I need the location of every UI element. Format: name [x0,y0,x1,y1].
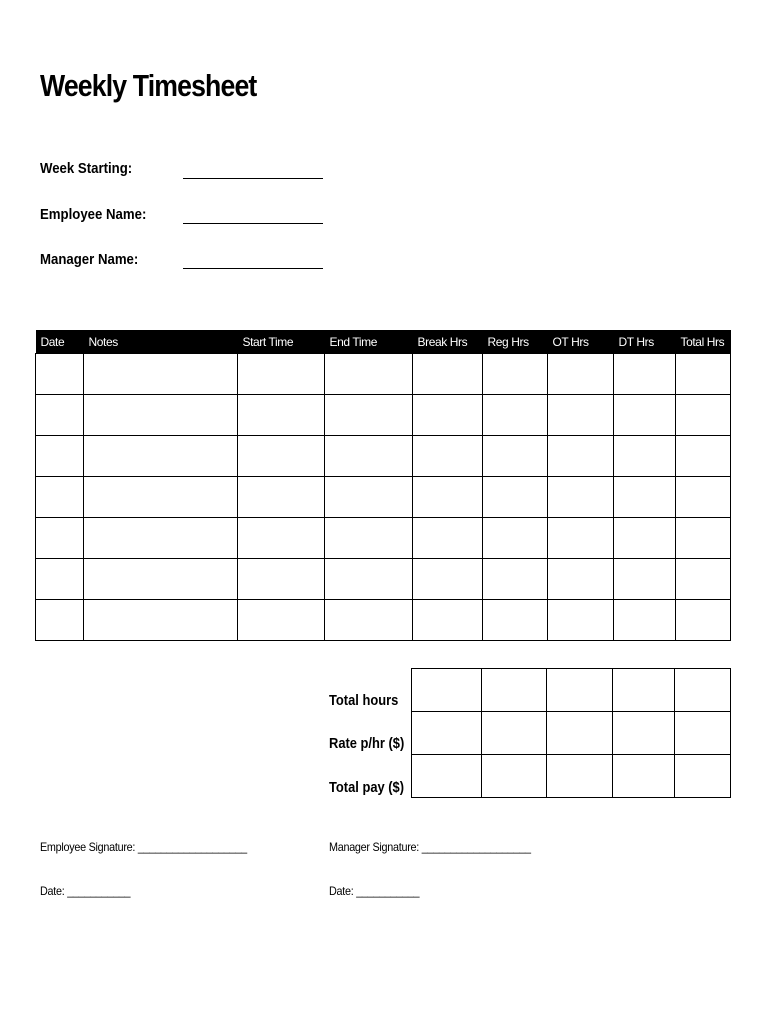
manager-name-label: Manager Name: [40,251,139,268]
totals-cell[interactable] [675,755,731,798]
table-cell[interactable] [238,518,325,559]
table-cell[interactable] [413,477,483,518]
totals-cell[interactable] [412,712,482,755]
table-cell[interactable] [483,518,548,559]
table-cell[interactable] [548,559,614,600]
col-header-reg-hrs: Reg Hrs [483,330,548,354]
table-cell[interactable] [238,354,325,395]
table-cell[interactable] [325,518,413,559]
table-cell[interactable] [548,354,614,395]
totals-cell[interactable] [412,669,482,712]
table-cell[interactable] [676,559,731,600]
table-cell[interactable] [413,518,483,559]
table-cell[interactable] [614,518,676,559]
table-row [36,436,731,477]
table-cell[interactable] [36,354,84,395]
week-starting-field[interactable] [183,178,323,179]
table-cell[interactable] [676,600,731,641]
table-cell[interactable] [548,395,614,436]
col-header-dt-hrs: DT Hrs [614,330,676,354]
timesheet-table [35,330,731,641]
table-cell[interactable] [238,559,325,600]
table-cell[interactable] [413,436,483,477]
table-cell[interactable] [238,600,325,641]
table-cell[interactable] [548,436,614,477]
manager-name-field[interactable] [183,268,323,269]
col-header-notes: Notes [84,330,238,354]
col-header-date: Date [36,330,84,354]
table-cell[interactable] [614,559,676,600]
totals-cell[interactable] [613,755,675,798]
table-cell[interactable] [36,436,84,477]
totals-cell[interactable] [482,712,547,755]
table-cell[interactable] [614,600,676,641]
table-row [36,395,731,436]
table-cell[interactable] [325,436,413,477]
table-cell[interactable] [614,354,676,395]
table-cell[interactable] [483,354,548,395]
table-cell[interactable] [36,477,84,518]
table-cell[interactable] [614,436,676,477]
table-cell[interactable] [84,395,238,436]
manager-signature: Manager Signature: ___________________ [329,840,531,854]
employee-date: Date: ___________ [40,884,131,898]
table-cell[interactable] [413,395,483,436]
table-header-row [36,330,731,354]
table-row [36,600,731,641]
table-cell[interactable] [483,395,548,436]
table-cell[interactable] [84,436,238,477]
table-cell[interactable] [36,600,84,641]
total-pay-label: Total pay ($) [329,779,405,796]
totals-cell[interactable] [547,712,613,755]
table-cell[interactable] [36,559,84,600]
table-cell[interactable] [238,395,325,436]
totals-cell[interactable] [613,669,675,712]
table-cell[interactable] [413,354,483,395]
manager-date: Date: ___________ [329,884,420,898]
totals-cell[interactable] [547,755,613,798]
table-cell[interactable] [676,395,731,436]
totals-cell[interactable] [675,712,731,755]
table-cell[interactable] [238,436,325,477]
rate-row [412,712,731,755]
table-cell[interactable] [84,559,238,600]
table-cell[interactable] [676,477,731,518]
total-hours-row [412,669,731,712]
total-hours-label: Total hours [329,692,399,709]
table-cell[interactable] [676,518,731,559]
week-starting-label: Week Starting: [40,160,133,177]
table-cell[interactable] [36,518,84,559]
col-header-break-hrs: Break Hrs [413,330,483,354]
table-row [36,354,731,395]
table-cell[interactable] [548,518,614,559]
table-cell[interactable] [325,354,413,395]
rate-label: Rate p/hr ($) [329,735,405,752]
table-cell[interactable] [413,600,483,641]
col-header-total-hrs: Total Hrs [676,330,731,354]
employee-name-label: Employee Name: [40,206,147,223]
table-row [36,559,731,600]
totals-cell[interactable] [482,669,547,712]
employee-name-field[interactable] [183,223,323,224]
table-cell[interactable] [84,354,238,395]
totals-cell[interactable] [482,755,547,798]
table-cell[interactable] [325,395,413,436]
col-header-end-time: End Time [325,330,413,354]
table-cell[interactable] [614,477,676,518]
table-cell[interactable] [676,436,731,477]
table-cell[interactable] [325,559,413,600]
totals-table [411,668,731,798]
totals-cell[interactable] [412,755,482,798]
table-cell[interactable] [36,395,84,436]
table-cell[interactable] [548,477,614,518]
employee-signature: Employee Signature: ___________________ [40,840,247,854]
table-cell[interactable] [483,477,548,518]
table-cell[interactable] [614,395,676,436]
table-cell[interactable] [84,518,238,559]
totals-cell[interactable] [675,669,731,712]
table-cell[interactable] [325,477,413,518]
totals-cell[interactable] [613,712,675,755]
col-header-ot-hrs: OT Hrs [548,330,614,354]
table-cell[interactable] [548,600,614,641]
table-cell[interactable] [483,436,548,477]
table-cell[interactable] [238,477,325,518]
page-title: Weekly Timesheet [40,68,257,103]
table-cell[interactable] [676,354,731,395]
table-cell[interactable] [325,600,413,641]
table-row [36,477,731,518]
table-cell[interactable] [413,559,483,600]
table-cell[interactable] [84,600,238,641]
total-pay-row [412,755,731,798]
table-row [36,518,731,559]
table-cell[interactable] [483,559,548,600]
table-cell[interactable] [483,600,548,641]
col-header-start-time: Start Time [238,330,325,354]
totals-cell[interactable] [547,669,613,712]
table-cell[interactable] [84,477,238,518]
